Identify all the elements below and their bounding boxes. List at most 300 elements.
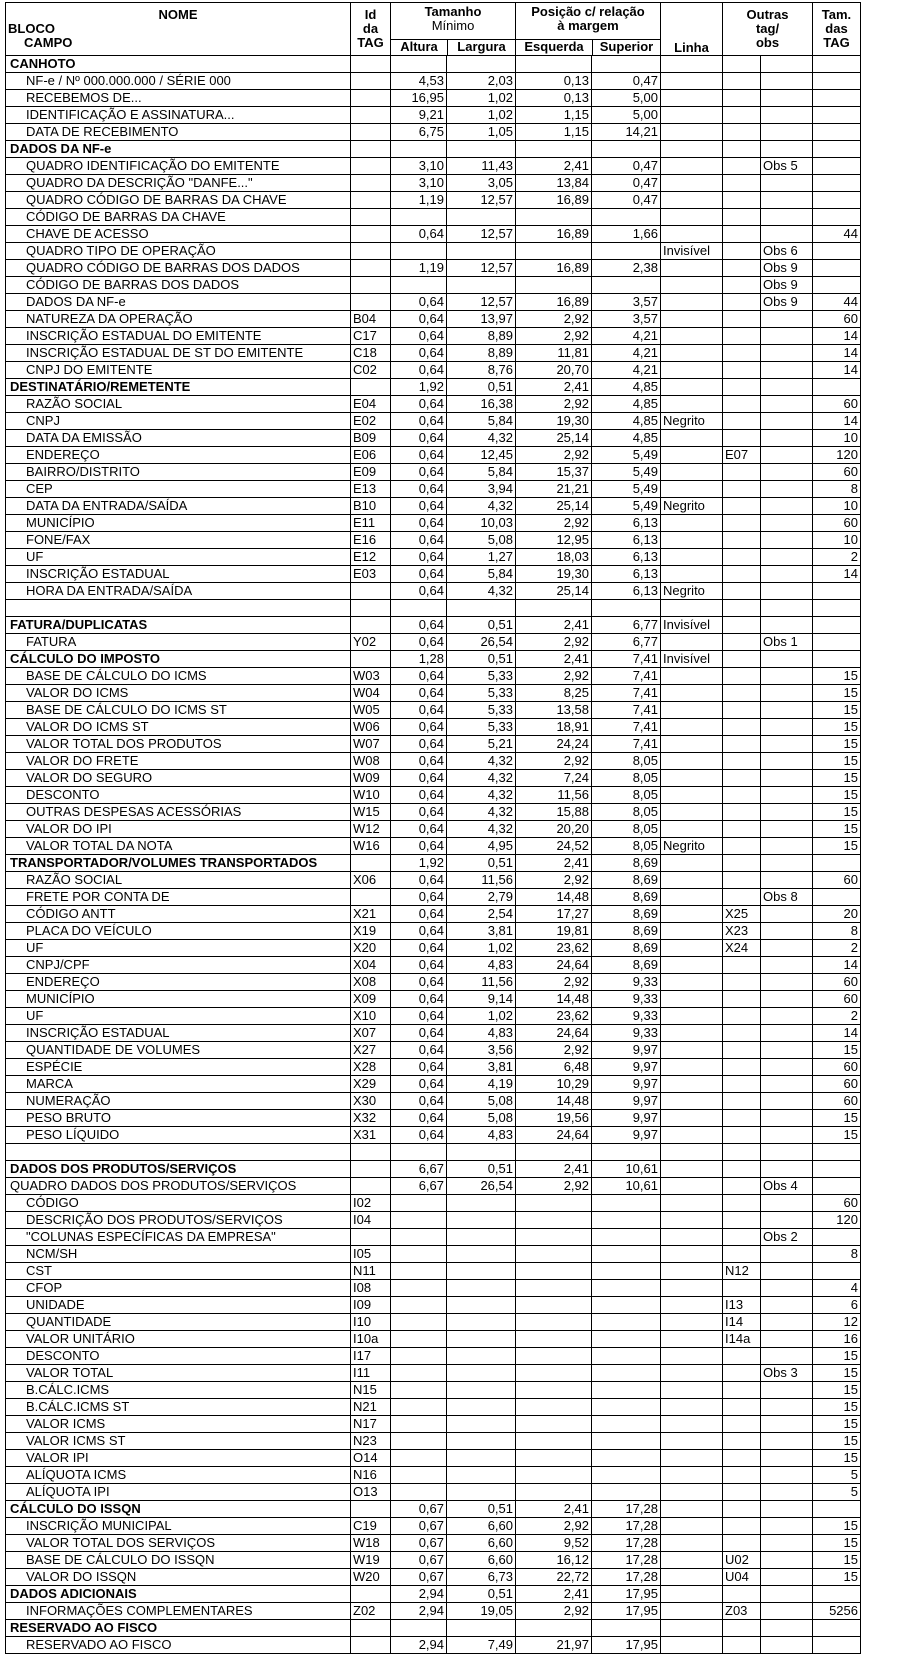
- cell-esquerda: 23,62: [516, 940, 592, 957]
- cell-obs: Obs 8: [761, 889, 813, 906]
- header-posicao-line2: à margem: [557, 18, 619, 33]
- cell-esquerda: 24,64: [516, 1025, 592, 1042]
- cell-obs: [761, 192, 813, 209]
- header-bloco: BLOCO: [8, 21, 55, 36]
- cell-name: QUADRO CÓDIGO DE BARRAS DOS DADOS: [6, 260, 351, 277]
- cell-superior: 5,00: [592, 107, 661, 124]
- cell-superior: 7,41: [592, 702, 661, 719]
- cell-name: BASE DE CÁLCULO DO ISSQN: [6, 1552, 351, 1569]
- cell-altura: 0,64: [391, 838, 447, 855]
- cell-tam: 15: [813, 1382, 861, 1399]
- cell-esquerda: 23,62: [516, 1008, 592, 1025]
- cell-tam: [813, 1144, 861, 1161]
- cell-tag: I17: [351, 1348, 391, 1365]
- cell-superior: [592, 1416, 661, 1433]
- cell-linha: [661, 311, 723, 328]
- cell-obs: [761, 719, 813, 736]
- cell-superior: 5,00: [592, 90, 661, 107]
- cell-esquerda: 9,52: [516, 1535, 592, 1552]
- cell-altura: 0,64: [391, 566, 447, 583]
- cell-outra: [723, 1093, 761, 1110]
- table-row: [6, 549, 861, 566]
- cell-esquerda: 2,92: [516, 872, 592, 889]
- cell-name: CNPJ/CPF: [6, 957, 351, 974]
- cell-name: RECEBEMOS DE...: [6, 90, 351, 107]
- cell-name: B.CÁLC.ICMS: [6, 1382, 351, 1399]
- cell-tam: [813, 1178, 861, 1195]
- cell-esquerda: 19,56: [516, 1110, 592, 1127]
- cell-esquerda: 16,89: [516, 226, 592, 243]
- cell-tag: [351, 192, 391, 209]
- cell-linha: [661, 1280, 723, 1297]
- cell-name: VALOR TOTAL DOS SERVIÇOS: [6, 1535, 351, 1552]
- cell-altura: 3,10: [391, 175, 447, 192]
- cell-obs: [761, 736, 813, 753]
- cell-name: MUNICÍPIO: [6, 515, 351, 532]
- cell-tag: E13: [351, 481, 391, 498]
- cell-tam: 15: [813, 685, 861, 702]
- cell-tag: [351, 141, 391, 158]
- cell-superior: [592, 1297, 661, 1314]
- cell-linha: [661, 549, 723, 566]
- cell-esquerda: 8,25: [516, 685, 592, 702]
- cell-esquerda: 16,89: [516, 192, 592, 209]
- cell-tam: [813, 141, 861, 158]
- cell-name: [6, 1144, 351, 1161]
- cell-tam: [813, 1586, 861, 1603]
- table-row: [6, 1314, 861, 1331]
- cell-outra: [723, 1127, 761, 1144]
- cell-altura: 0,67: [391, 1535, 447, 1552]
- cell-largura: 0,51: [447, 379, 516, 396]
- cell-superior: 5,49: [592, 464, 661, 481]
- cell-obs: [761, 974, 813, 991]
- cell-outra: N12: [723, 1263, 761, 1280]
- cell-largura: 16,38: [447, 396, 516, 413]
- cell-altura: 2,94: [391, 1586, 447, 1603]
- cell-tam: 15: [813, 787, 861, 804]
- cell-name: FONE/FAX: [6, 532, 351, 549]
- cell-largura: 3,94: [447, 481, 516, 498]
- cell-tam: [813, 124, 861, 141]
- cell-outra: [723, 600, 761, 617]
- cell-obs: [761, 1093, 813, 1110]
- cell-esquerda: 24,24: [516, 736, 592, 753]
- cell-obs: Obs 4: [761, 1178, 813, 1195]
- cell-linha: [661, 1161, 723, 1178]
- table-row: [6, 1246, 861, 1263]
- cell-superior: 6,13: [592, 583, 661, 600]
- cell-tam: 120: [813, 1212, 861, 1229]
- cell-esquerda: [516, 243, 592, 260]
- cell-obs: [761, 906, 813, 923]
- cell-superior: 14,21: [592, 124, 661, 141]
- cell-linha: [661, 1535, 723, 1552]
- cell-outra: I14: [723, 1314, 761, 1331]
- cell-esquerda: 10,29: [516, 1076, 592, 1093]
- cell-linha: [661, 1467, 723, 1484]
- cell-name: HORA DA ENTRADA/SAÍDA: [6, 583, 351, 600]
- cell-outra: [723, 1501, 761, 1518]
- cell-outra: [723, 1484, 761, 1501]
- cell-obs: [761, 73, 813, 90]
- cell-obs: [761, 90, 813, 107]
- cell-largura: [447, 1348, 516, 1365]
- cell-tam: 15: [813, 702, 861, 719]
- header-outras-line1: Outras: [746, 7, 789, 22]
- cell-altura: 3,10: [391, 158, 447, 175]
- cell-name: INSCRIÇÃO ESTADUAL DE ST DO EMITENTE: [6, 345, 351, 362]
- cell-linha: [661, 226, 723, 243]
- cell-superior: 2,38: [592, 260, 661, 277]
- cell-tag: [351, 1229, 391, 1246]
- cell-outra: [723, 685, 761, 702]
- cell-outra: [723, 1433, 761, 1450]
- cell-altura: 0,64: [391, 1008, 447, 1025]
- cell-superior: [592, 1484, 661, 1501]
- cell-tam: [813, 277, 861, 294]
- cell-outra: [723, 957, 761, 974]
- cell-tam: [813, 56, 861, 73]
- cell-outra: [723, 974, 761, 991]
- cell-altura: 0,64: [391, 413, 447, 430]
- cell-name: INSCRIÇÃO ESTADUAL: [6, 566, 351, 583]
- cell-superior: 17,95: [592, 1603, 661, 1620]
- cell-esquerda: [516, 1263, 592, 1280]
- header-id-tag: [351, 3, 391, 56]
- cell-largura: 1,02: [447, 1008, 516, 1025]
- cell-name: INSCRIÇÃO ESTADUAL: [6, 1025, 351, 1042]
- cell-tag: W05: [351, 702, 391, 719]
- cell-esquerda: 22,72: [516, 1569, 592, 1586]
- cell-superior: 6,13: [592, 532, 661, 549]
- cell-altura: 0,64: [391, 1110, 447, 1127]
- cell-name: [6, 600, 351, 617]
- cell-obs: [761, 787, 813, 804]
- cell-superior: 6,77: [592, 634, 661, 651]
- cell-largura: 1,02: [447, 107, 516, 124]
- cell-name: UNIDADE: [6, 1297, 351, 1314]
- table-row: [6, 1025, 861, 1042]
- cell-tag: C02: [351, 362, 391, 379]
- cell-tag: [351, 1637, 391, 1654]
- cell-tam: [813, 260, 861, 277]
- cell-largura: [447, 1365, 516, 1382]
- cell-esquerda: [516, 1212, 592, 1229]
- cell-tag: W03: [351, 668, 391, 685]
- cell-esquerda: [516, 1365, 592, 1382]
- table-row: [6, 1195, 861, 1212]
- cell-tag: W10: [351, 787, 391, 804]
- cell-linha: [661, 209, 723, 226]
- cell-largura: [447, 141, 516, 158]
- cell-linha: [661, 379, 723, 396]
- cell-outra: X23: [723, 923, 761, 940]
- cell-linha: [661, 1076, 723, 1093]
- cell-esquerda: 12,95: [516, 532, 592, 549]
- cell-tag: [351, 1161, 391, 1178]
- cell-altura: 0,64: [391, 872, 447, 889]
- cell-largura: 3,56: [447, 1042, 516, 1059]
- cell-tam: 15: [813, 804, 861, 821]
- cell-largura: 5,21: [447, 736, 516, 753]
- cell-tag: W20: [351, 1569, 391, 1586]
- table-row: [6, 345, 861, 362]
- cell-altura: [391, 1297, 447, 1314]
- cell-name: B.CÁLC.ICMS ST: [6, 1399, 351, 1416]
- cell-outra: [723, 175, 761, 192]
- cell-linha: [661, 668, 723, 685]
- cell-esquerda: 2,92: [516, 1518, 592, 1535]
- cell-superior: 1,66: [592, 226, 661, 243]
- cell-largura: [447, 1399, 516, 1416]
- cell-esquerda: [516, 56, 592, 73]
- cell-largura: 4,83: [447, 957, 516, 974]
- cell-tag: B09: [351, 430, 391, 447]
- cell-tam: 15: [813, 1518, 861, 1535]
- cell-outra: [723, 158, 761, 175]
- cell-outra: [723, 226, 761, 243]
- table-row: [6, 73, 861, 90]
- cell-largura: 5,33: [447, 702, 516, 719]
- cell-altura: 0,64: [391, 668, 447, 685]
- cell-tag: I05: [351, 1246, 391, 1263]
- cell-esquerda: [516, 1297, 592, 1314]
- table-row: [6, 634, 861, 651]
- cell-superior: [592, 1382, 661, 1399]
- cell-name: QUADRO TIPO DE OPERAÇÃO: [6, 243, 351, 260]
- cell-obs: [761, 651, 813, 668]
- cell-tag: N23: [351, 1433, 391, 1450]
- cell-tam: [813, 617, 861, 634]
- cell-outra: [723, 107, 761, 124]
- cell-outra: [723, 379, 761, 396]
- cell-altura: 0,64: [391, 396, 447, 413]
- cell-superior: 9,97: [592, 1093, 661, 1110]
- cell-obs: [761, 1331, 813, 1348]
- table-row: [6, 906, 861, 923]
- cell-esquerda: 2,41: [516, 617, 592, 634]
- cell-superior: 10,61: [592, 1178, 661, 1195]
- cell-tam: 8: [813, 923, 861, 940]
- cell-tag: I02: [351, 1195, 391, 1212]
- cell-esquerda: 2,41: [516, 1161, 592, 1178]
- header-outras-line3: obs: [755, 35, 780, 50]
- cell-name: DADOS DOS PRODUTOS/SERVIÇOS: [6, 1161, 351, 1178]
- cell-altura: 0,64: [391, 957, 447, 974]
- cell-name: NF-e / Nº 000.000.000 / SÉRIE 000: [6, 73, 351, 90]
- cell-obs: [761, 1246, 813, 1263]
- cell-obs: [761, 532, 813, 549]
- cell-name: VALOR DO SEGURO: [6, 770, 351, 787]
- cell-largura: 6,73: [447, 1569, 516, 1586]
- cell-esquerda: [516, 1144, 592, 1161]
- cell-linha: [661, 889, 723, 906]
- cell-superior: 0,47: [592, 73, 661, 90]
- cell-superior: 8,05: [592, 821, 661, 838]
- cell-altura: [391, 1450, 447, 1467]
- cell-tam: [813, 1263, 861, 1280]
- cell-superior: [592, 1144, 661, 1161]
- cell-name: IDENTIFICAÇÃO E ASSINATURA...: [6, 107, 351, 124]
- cell-outra: [723, 668, 761, 685]
- cell-largura: 5,08: [447, 1110, 516, 1127]
- table-row: [6, 1382, 861, 1399]
- cell-linha: [661, 940, 723, 957]
- cell-esquerda: [516, 209, 592, 226]
- cell-tag: X28: [351, 1059, 391, 1076]
- cell-linha: [661, 1144, 723, 1161]
- cell-esquerda: 2,41: [516, 379, 592, 396]
- cell-superior: 7,41: [592, 668, 661, 685]
- cell-name: CÓDIGO DE BARRAS DA CHAVE: [6, 209, 351, 226]
- cell-linha: Invisível: [661, 243, 723, 260]
- cell-largura: [447, 1433, 516, 1450]
- cell-tam: 60: [813, 1093, 861, 1110]
- cell-superior: 9,97: [592, 1127, 661, 1144]
- cell-esquerda: 19,30: [516, 566, 592, 583]
- cell-outra: [723, 1178, 761, 1195]
- cell-altura: [391, 277, 447, 294]
- cell-tag: [351, 583, 391, 600]
- cell-outra: [723, 1467, 761, 1484]
- table-row: [6, 1416, 861, 1433]
- cell-superior: [592, 1433, 661, 1450]
- cell-altura: [391, 1212, 447, 1229]
- cell-name: FATURA: [6, 634, 351, 651]
- cell-esquerda: [516, 1314, 592, 1331]
- cell-outra: I14a: [723, 1331, 761, 1348]
- cell-altura: 1,92: [391, 855, 447, 872]
- cell-superior: 9,33: [592, 974, 661, 991]
- table-row: [6, 719, 861, 736]
- cell-obs: [761, 311, 813, 328]
- table-row: [6, 1518, 861, 1535]
- cell-name: NATUREZA DA OPERAÇÃO: [6, 311, 351, 328]
- cell-linha: [661, 804, 723, 821]
- cell-tam: 15: [813, 1433, 861, 1450]
- header-linha: Linha: [661, 3, 723, 56]
- cell-tag: C17: [351, 328, 391, 345]
- cell-largura: [447, 277, 516, 294]
- section-row: [6, 651, 861, 668]
- cell-altura: 0,64: [391, 940, 447, 957]
- cell-tag: W16: [351, 838, 391, 855]
- cell-name: CÁLCULO DO IMPOSTO: [6, 651, 351, 668]
- cell-linha: [661, 821, 723, 838]
- cell-altura: 0,64: [391, 906, 447, 923]
- cell-tam: 15: [813, 770, 861, 787]
- cell-esquerda: 2,92: [516, 974, 592, 991]
- table-row: [6, 940, 861, 957]
- cell-esquerda: [516, 1331, 592, 1348]
- cell-superior: [592, 1314, 661, 1331]
- cell-largura: 1,05: [447, 124, 516, 141]
- cell-linha: [661, 1603, 723, 1620]
- cell-superior: [592, 1280, 661, 1297]
- cell-name: DESCONTO: [6, 787, 351, 804]
- cell-superior: [592, 1195, 661, 1212]
- cell-tam: 12: [813, 1314, 861, 1331]
- cell-name: UF: [6, 940, 351, 957]
- cell-linha: [661, 464, 723, 481]
- cell-superior: [592, 1212, 661, 1229]
- cell-tam: [813, 90, 861, 107]
- cell-tam: [813, 243, 861, 260]
- cell-superior: 9,33: [592, 1008, 661, 1025]
- cell-tag: Y02: [351, 634, 391, 651]
- cell-tam: 15: [813, 1416, 861, 1433]
- cell-superior: 8,05: [592, 753, 661, 770]
- cell-outra: [723, 396, 761, 413]
- cell-linha: [661, 1093, 723, 1110]
- cell-tag: X07: [351, 1025, 391, 1042]
- cell-largura: [447, 1314, 516, 1331]
- cell-tam: 14: [813, 328, 861, 345]
- cell-esquerda: 19,30: [516, 413, 592, 430]
- cell-outra: [723, 1059, 761, 1076]
- cell-name: DATA DE RECEBIMENTO: [6, 124, 351, 141]
- cell-tam: [813, 209, 861, 226]
- cell-altura: 0,64: [391, 311, 447, 328]
- table-row: [6, 872, 861, 889]
- cell-name: "COLUNAS ESPECÍFICAS DA EMPRESA": [6, 1229, 351, 1246]
- cell-altura: 2,94: [391, 1637, 447, 1654]
- cell-tam: 60: [813, 872, 861, 889]
- cell-superior: 7,41: [592, 651, 661, 668]
- cell-obs: [761, 1076, 813, 1093]
- cell-obs: [761, 549, 813, 566]
- cell-outra: [723, 260, 761, 277]
- cell-outra: [723, 1280, 761, 1297]
- table-row: [6, 1093, 861, 1110]
- cell-esquerda: 18,91: [516, 719, 592, 736]
- cell-tag: [351, 294, 391, 311]
- cell-obs: [761, 1569, 813, 1586]
- cell-name: ENDEREÇO: [6, 447, 351, 464]
- cell-altura: 0,64: [391, 1042, 447, 1059]
- cell-linha: [661, 1450, 723, 1467]
- table-row: [6, 311, 861, 328]
- cell-superior: [592, 1467, 661, 1484]
- cell-obs: [761, 1008, 813, 1025]
- cell-tam: 6: [813, 1297, 861, 1314]
- cell-largura: 0,51: [447, 651, 516, 668]
- cell-esquerda: 13,84: [516, 175, 592, 192]
- cell-altura: [391, 1382, 447, 1399]
- header-tam-line3: TAG: [823, 35, 850, 50]
- cell-name: VALOR TOTAL DOS PRODUTOS: [6, 736, 351, 753]
- cell-largura: [447, 1263, 516, 1280]
- cell-largura: 8,89: [447, 345, 516, 362]
- cell-obs: [761, 1535, 813, 1552]
- cell-obs: Obs 9: [761, 294, 813, 311]
- cell-altura: 0,64: [391, 532, 447, 549]
- cell-outra: [723, 311, 761, 328]
- cell-altura: 0,64: [391, 549, 447, 566]
- cell-largura: 5,33: [447, 668, 516, 685]
- cell-tag: X19: [351, 923, 391, 940]
- cell-altura: 0,64: [391, 685, 447, 702]
- cell-superior: [592, 1450, 661, 1467]
- cell-linha: Negrito: [661, 498, 723, 515]
- cell-tam: 15: [813, 1535, 861, 1552]
- cell-name: PESO BRUTO: [6, 1110, 351, 1127]
- cell-outra: [723, 1025, 761, 1042]
- cell-name: CÓDIGO: [6, 1195, 351, 1212]
- cell-tag: E02: [351, 413, 391, 430]
- cell-linha: [661, 923, 723, 940]
